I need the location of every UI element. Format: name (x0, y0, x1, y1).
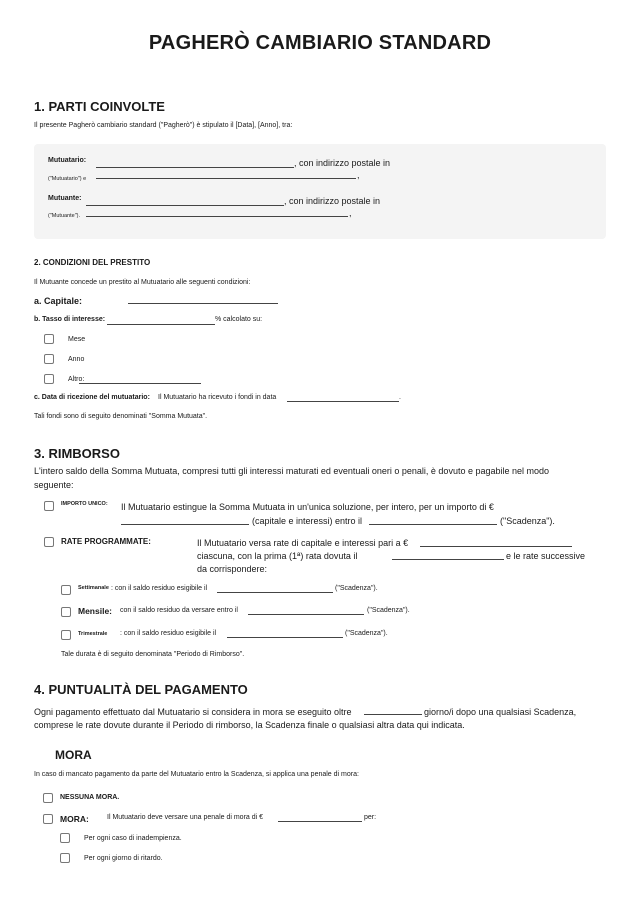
instalments-checkbox[interactable] (44, 537, 54, 547)
date-text: Il Mutuatario ha ricevuto i fondi in data (158, 394, 277, 401)
monthly-checkbox[interactable] (61, 607, 71, 617)
single-due-field[interactable] (369, 524, 497, 525)
capital-label: a. Capitale: (34, 296, 83, 306)
borrower-name-field[interactable] (96, 167, 294, 168)
borrower-address-label: , con indirizzo postale in (294, 158, 391, 168)
monthly-label: Mensile: (78, 606, 113, 616)
section-1-heading: 1. PARTI COINVOLTE (34, 99, 165, 114)
section-2-intro: Il Mutuante concede un prestito al Mutuatario alle seguenti condizioni: (34, 279, 251, 286)
quarterly-checkbox[interactable] (61, 630, 71, 640)
no-mora-checkbox[interactable] (43, 793, 53, 803)
single-payment-label: IMPORTO UNICO: (61, 501, 108, 507)
rate-label: b. Tasso di interesse: (34, 316, 106, 323)
year-label: Anno (68, 355, 85, 363)
quarterly-end: ("Scadenza"). (345, 630, 388, 637)
monthly-text: con il saldo residuo da versare entro il (120, 607, 238, 614)
instalments-text2a: ciascuna, con la prima (1ª) rata dovuta il (197, 551, 358, 561)
per-default-label: Per ogni caso di inadempienza. (84, 834, 182, 842)
per-day-label: Per ogni giorno di ritardo. (84, 854, 163, 862)
month-label: Mese (68, 335, 86, 343)
lender-label: Mutuante: (48, 195, 82, 202)
per-default-option[interactable] (60, 833, 182, 843)
mora-end: per: (364, 814, 377, 821)
mora-heading: MORA (55, 748, 92, 762)
instalments-text2b: e le rate successive (506, 551, 586, 561)
capital-field[interactable] (128, 303, 278, 304)
days-field[interactable] (364, 714, 422, 715)
other-checkbox[interactable] (44, 374, 54, 384)
quarterly-label: Trimestrale (78, 631, 108, 637)
mora-checkbox[interactable] (43, 814, 53, 824)
date-label: c. Data di ricezione del mutuatario: (34, 394, 150, 401)
date-end: . (399, 394, 401, 401)
weekly-checkbox[interactable] (61, 585, 71, 595)
instalments-label: RATE PROGRAMMATE: (61, 537, 151, 546)
section-1-intro: Il presente Pagherò cambiario standard ("Pagherò") è stipulato il [Data], [Anno], tra: (34, 122, 293, 129)
borrower-sub-label: ("Mutuatario") e (48, 176, 87, 182)
single-payment-text1: Il Mutuatario estingue la Somma Mutuata in un'unica soluzione, per intero, per un importo di € (121, 502, 494, 512)
weekly-due-field[interactable] (217, 592, 333, 593)
first-instalment-date-field[interactable] (392, 559, 504, 560)
section-3-intro: L'intero saldo della Somma Mutuata, compresi tutti gli interessi maturati ed eventuali oneri o penali, è dovuto e pagabile nel modo seguente: (34, 466, 550, 490)
lender-name-field[interactable] (86, 205, 284, 206)
lender-address-label: , con indirizzo postale in (284, 196, 381, 206)
section-4-text2: comprese le rate dovute durante il Periodo di rimborso, la Scadenza finale o qualsiasi altra data qui indicata. (34, 720, 465, 730)
year-checkbox[interactable] (44, 354, 54, 364)
weekly-label: Settimanale (78, 585, 109, 591)
borrower-comma: , (357, 170, 360, 180)
option-year[interactable] (44, 354, 84, 364)
borrower-address-field[interactable] (96, 178, 356, 179)
per-day-option[interactable] (60, 853, 163, 863)
no-mora-label: NESSUNA MORA. (60, 794, 120, 801)
mora-label: MORA: (60, 814, 89, 824)
single-payment-checkbox[interactable] (44, 501, 54, 511)
single-payment-text2b: ("Scadenza"). (500, 516, 555, 526)
lender-sub-label: ("Mutuante"). (48, 213, 81, 219)
rate-suffix: % calcolato su: (215, 316, 263, 323)
section-2-heading: 2. CONDIZIONI DEL PRESTITO (34, 258, 151, 267)
mora-intro: In caso di mancato pagamento da parte del Mutuatario entro la Scadenza, si applica una penale di mora: (34, 771, 359, 778)
per-default-checkbox[interactable] (60, 833, 70, 843)
weekly-end: ("Scadenza"). (335, 585, 378, 592)
lender-comma: , (349, 208, 352, 218)
instalments-text1: Il Mutuatario versa rate di capitale e interessi pari a € (197, 538, 409, 548)
rate-field[interactable] (107, 324, 215, 325)
mora-amount-field[interactable] (278, 821, 362, 822)
date-field[interactable] (287, 401, 399, 402)
single-payment-text2a: (capitale e interessi) entro il (252, 516, 363, 526)
quarterly-text: : con il saldo residuo esigibile il (120, 630, 217, 637)
section-4-text1b: giorno/i dopo una qualsiasi Scadenza, (424, 707, 577, 717)
single-amount-field[interactable] (121, 524, 249, 525)
section-3-heading: 3. RIMBORSO (34, 446, 120, 461)
borrower-label: Mutuatario: (48, 157, 87, 164)
per-day-checkbox[interactable] (60, 853, 70, 863)
option-month[interactable] (44, 334, 85, 344)
mora-text: Il Mutuatario deve versare una penale di mora di € (107, 814, 264, 821)
section-4-text1a: Ogni pagamento effettuato dal Mutuatario si considera in mora se eseguito oltre (34, 707, 352, 717)
month-checkbox[interactable] (44, 334, 54, 344)
monthly-due-field[interactable] (248, 614, 364, 615)
other-field[interactable] (79, 383, 201, 384)
quarterly-due-field[interactable] (227, 637, 343, 638)
instalments-text3: da corrispondere: (197, 564, 268, 574)
monthly-end: ("Scadenza"). (367, 607, 410, 614)
document-title: PAGHERÒ CAMBIARIO STANDARD (148, 32, 492, 54)
weekly-text: : con il saldo residuo esigibile il (111, 585, 208, 592)
other-label: Altro: (68, 375, 85, 383)
section-4-heading: 4. PUNTUALITÀ DEL PAGAMENTO (34, 682, 248, 697)
instalment-amount-field[interactable] (420, 546, 572, 547)
lender-address-field[interactable] (86, 216, 348, 217)
section-3-note: Tale durata è di seguito denominata "Periodo di Rimborso". (61, 651, 245, 658)
section-2-note: Tali fondi sono di seguito denominati "Somma Mutuata". (34, 413, 208, 420)
